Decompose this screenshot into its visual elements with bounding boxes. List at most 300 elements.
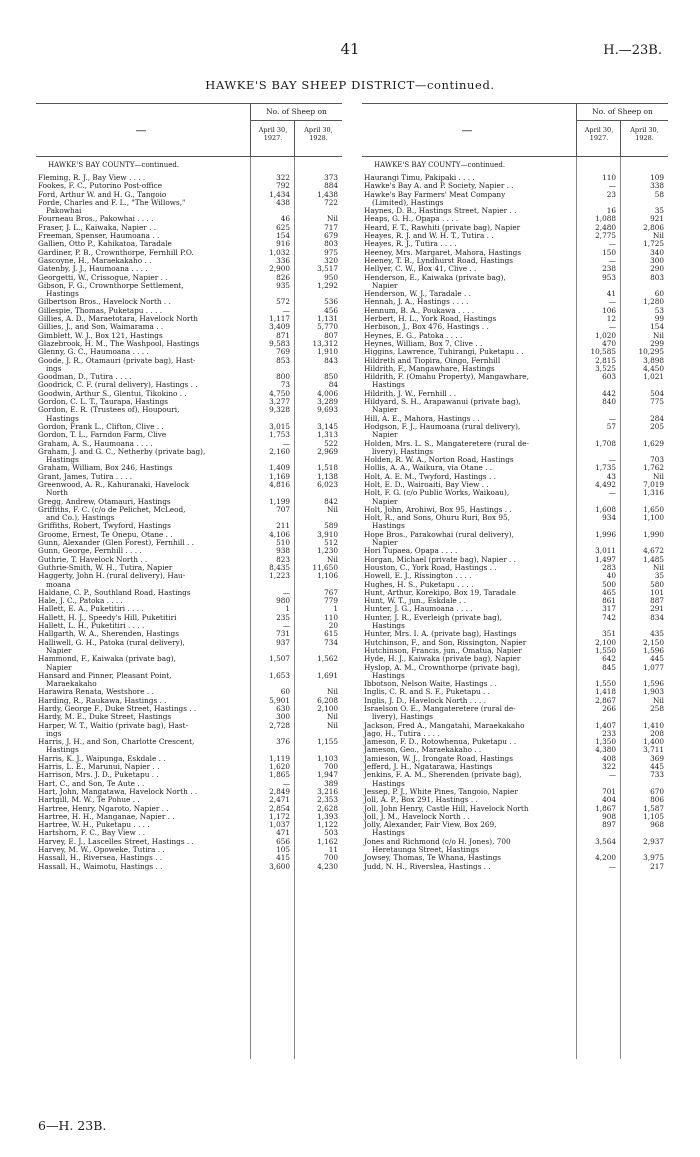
sheep-1928-value: 1,138 <box>317 471 338 481</box>
owner-name-address: Hastings <box>46 414 79 423</box>
owner-name-address: Hutchinson, F., and Son, Rissington, Napier <box>364 638 527 647</box>
table-row <box>362 647 668 655</box>
table-row <box>362 199 668 207</box>
sheep-1927-value: 322 <box>276 173 290 182</box>
sheep-1927-value: 1,409 <box>269 463 290 473</box>
sheep-1928-value: 2,937 <box>643 836 664 846</box>
table-row <box>36 398 342 406</box>
sheep-1927-value: 572 <box>276 297 290 307</box>
table-row <box>36 381 342 389</box>
sheep-1927-value: 465 <box>602 587 616 597</box>
sheep-1928-value: 217 <box>650 861 664 871</box>
sheep-1928-value: 4,672 <box>643 546 664 556</box>
table-row <box>362 556 668 564</box>
sheep-1928-value: 615 <box>324 629 338 639</box>
sheep-1928-value: 1,103 <box>317 753 338 763</box>
sheep-1927-value: 500 <box>602 579 616 589</box>
sheep-1928-value: 9,693 <box>317 405 338 415</box>
sheep-1927-value: 707 <box>276 504 290 514</box>
name-column-header: — <box>135 124 147 137</box>
owner-name-address: Hori Tupaea, Opapa . . . . <box>364 547 458 556</box>
page-title: HAWKE'S BAY SHEEP DISTRICT—continued. <box>205 78 495 92</box>
owner-name-address: Herbison, J., Box 476, Hastings . . <box>364 323 489 332</box>
table-row <box>36 788 342 796</box>
owner-name-address: Hutchinson, Francis, jun., Omatua, Napier <box>364 646 522 655</box>
sheep-1928-value: 589 <box>324 521 338 531</box>
sheep-1928-value: 2,100 <box>317 704 338 713</box>
sheep-1927-value: 897 <box>602 820 616 830</box>
sheep-1927-value: 4,200 <box>595 853 616 863</box>
sheep-1928-value: 522 <box>324 438 338 448</box>
sheep-1927-value: — <box>608 181 616 191</box>
sheep-1928-value: 887 <box>650 596 664 606</box>
table-row <box>36 348 342 356</box>
sheep-1928-value: 700 <box>324 853 338 863</box>
owner-name-address: Napier <box>372 431 398 440</box>
sheep-1927-value: 235 <box>276 612 290 622</box>
owner-name-address: Pakowhai <box>46 207 82 216</box>
sheep-1928-value: 4,006 <box>317 388 338 398</box>
owner-name-address: Heeney, Mrs. Margaret, Mahora, Hastings <box>364 248 522 257</box>
owner-name-address: Holt, E. D., Wairoaiti, Bay View . . <box>364 480 489 489</box>
sheep-1928-value: Nil <box>326 720 338 730</box>
sheep-1927-value: 3,564 <box>595 836 616 846</box>
sheep-1927-value: 1,434 <box>269 189 290 199</box>
table-row <box>36 688 342 696</box>
owner-name-address: Gordon, C. L. T., Taurapa, Hastings <box>38 398 168 407</box>
owner-name-address: Hartgill, M. W., Te Pohue . . <box>38 796 140 805</box>
owner-name-address: Hassall, H., Waimotu, Hastings . . <box>38 862 163 871</box>
sheep-1928-value: 1,280 <box>643 297 664 307</box>
sheep-1928-value: 2,150 <box>643 637 664 647</box>
sheep-1927-value: 603 <box>602 372 616 382</box>
table-row <box>36 647 342 655</box>
table-row <box>362 489 668 497</box>
table-row <box>362 788 668 796</box>
county-heading: HAWKE'S BAY COUNTY—continued. <box>48 161 180 169</box>
owner-name-address: Gordon, E. R. (Trustees of), Houpouri, <box>38 406 180 415</box>
table-row <box>362 581 668 589</box>
sheep-1928-value: 84 <box>328 380 338 390</box>
table-row <box>36 572 342 580</box>
sheep-1927-value: 408 <box>602 753 616 763</box>
table-row <box>362 207 668 215</box>
sheep-1928-value: 369 <box>650 753 664 763</box>
owner-name-address: Ford, Arthur W. and H. G., Tangoio <box>38 190 167 199</box>
sheep-1927-value: 826 <box>276 272 290 282</box>
owner-name-address: Napier <box>372 281 398 290</box>
table-row <box>362 680 668 688</box>
owner-name-address: Hughes, H. S., Puketapu . . . . <box>364 580 474 589</box>
sheep-1927-value: 1,550 <box>595 679 616 689</box>
table-row <box>36 365 342 373</box>
table-row <box>362 622 668 630</box>
table-row <box>36 174 342 182</box>
table-row <box>362 191 668 199</box>
sheep-1927-value: 105 <box>276 845 290 855</box>
table-header <box>362 103 668 157</box>
sheep-1927-value: 1 <box>285 604 290 614</box>
sheep-1928-value: 290 <box>650 264 664 274</box>
sheep-1928-value: 1,100 <box>643 513 664 523</box>
sheep-1927-value: 317 <box>602 604 616 614</box>
table-row <box>36 423 342 431</box>
sheep-1928-value: 109 <box>650 173 664 182</box>
owner-name-address: Heretaunga Street, Hastings <box>372 846 479 855</box>
table-row <box>36 597 342 605</box>
owner-name-address: Hunt, Arthur, Korekipo, Box 19, Taradale <box>364 588 516 597</box>
sheep-1927-value: 625 <box>276 222 290 232</box>
sheep-1927-value: 4,750 <box>269 388 290 398</box>
owner-name-address: Hart, C., and Son, Te Aute . . <box>38 779 145 788</box>
table-row <box>362 390 668 398</box>
table-row <box>362 755 668 763</box>
owner-name-address: Hastings <box>372 622 405 631</box>
sheep-1927-value: 1,996 <box>595 529 616 539</box>
table-row <box>36 531 342 539</box>
owner-name-address: ings <box>46 729 62 738</box>
table-row <box>36 340 342 348</box>
table-row <box>36 581 342 589</box>
sheep-1928-value: 1,947 <box>317 770 338 780</box>
sheep-1928-value: 734 <box>324 637 338 647</box>
owner-name-address: Jolly, Alexander, Fair View, Box 269, <box>364 821 497 830</box>
sheep-1927-value: 404 <box>602 795 616 805</box>
sheep-1927-value: — <box>282 305 290 315</box>
table-row <box>36 191 342 199</box>
name-column-header: — <box>461 124 473 137</box>
sheep-1928-value: Nil <box>652 231 664 241</box>
owner-name-address: Hyde, H. J., Kaiwaka (private bag), Napier <box>364 655 521 664</box>
table-row <box>36 207 342 215</box>
owner-name-address: Napier <box>372 539 398 548</box>
sheep-1927-value: 1,088 <box>595 214 616 224</box>
owner-name-address: Henderson, W. J., Taradale . . <box>364 290 471 299</box>
table-row <box>36 282 342 290</box>
sheep-1927-value: 1,550 <box>595 645 616 655</box>
owner-name-address: North <box>46 489 68 498</box>
owner-name-address: Inglis, J. D., Havelock North . . . . <box>364 696 487 705</box>
sheep-1927-value: 937 <box>276 637 290 647</box>
table-row <box>36 440 342 448</box>
owner-name-address: Forde, Charles and F. L., "The Willows," <box>38 198 186 207</box>
sheep-1927-value: 731 <box>276 629 290 639</box>
sheep-1927-value: 322 <box>602 762 616 772</box>
table-row <box>36 630 342 638</box>
sheep-1928-value: 53 <box>654 305 664 315</box>
sheep-1927-value: 980 <box>276 596 290 606</box>
sheep-1927-value: 2,728 <box>269 720 290 730</box>
owner-name-address: Jackson, Fred A., Mangatahi, Maraekakaho <box>364 721 525 730</box>
sheep-1927-value: 2,849 <box>269 786 290 796</box>
sheep-1927-value: 4,492 <box>595 479 616 489</box>
sheep-1927-value: 2,100 <box>595 637 616 647</box>
owner-name-address: Gillespie, Thomas, Puketapu . . . . <box>38 306 163 315</box>
owner-name-address: Horgan, Michael (private bag), Napier . . <box>364 555 516 564</box>
sheep-1928-value: 1,162 <box>317 836 338 846</box>
sheep-1928-value: 35 <box>654 206 664 216</box>
owner-name-address: Harding, R., Raukawa, Hastings . . <box>38 696 167 705</box>
table-row <box>36 796 342 804</box>
owner-name-address: and Co.), Hastings <box>46 514 115 523</box>
sheep-1927-value: — <box>608 255 616 265</box>
table-row <box>36 805 342 813</box>
owner-name-address: Joll, J. M., Havelock North . . <box>364 812 470 821</box>
sheep-1928-value: 435 <box>650 629 664 639</box>
sheep-1928-value: 921 <box>650 214 664 224</box>
table-row <box>36 323 342 331</box>
sheep-1927-value: — <box>608 413 616 423</box>
owner-name-address: Hastings <box>372 522 405 531</box>
owner-name-address: Gatenby, J. J., Haumoana . . . . <box>38 265 148 274</box>
owner-name-address: Hastings <box>372 671 405 680</box>
sheep-1928-value: 11,650 <box>312 562 338 572</box>
owner-name-address: Gunn, George, Fernhill . . . . <box>38 547 142 556</box>
table-row <box>36 489 342 497</box>
sheep-1927-value: 43 <box>606 471 616 481</box>
sheep-1928-value: 445 <box>650 762 664 772</box>
sheep-1928-value: 340 <box>650 247 664 257</box>
sheep-1928-value: 803 <box>324 239 338 249</box>
owner-name-address: Jamieson, W. J., Irongate Road, Hastings <box>364 754 513 763</box>
sheep-1928-value: 503 <box>324 828 338 838</box>
sheep-1928-value: 3,216 <box>317 786 338 796</box>
owner-name-address: livery), Hastings <box>372 713 434 722</box>
owner-name-address: Hastings <box>46 746 79 755</box>
table-row <box>36 431 342 439</box>
owner-name-address: Glazebrook, H. M., The Washpool, Hastings <box>38 339 200 348</box>
sheep-1928-value: 842 <box>324 496 338 506</box>
sheep-1927-value: 1,608 <box>595 504 616 514</box>
owner-name-address: Hartshorn, F. C., Bay View . . <box>38 829 146 838</box>
owner-name-address: Napier <box>372 497 398 506</box>
table-row <box>362 232 668 240</box>
table-row <box>362 464 668 472</box>
column-1927-header: April 30, 1927. <box>576 121 621 156</box>
sheep-1928-value: 843 <box>324 355 338 365</box>
table-row <box>362 605 668 613</box>
sheep-1928-value: 1,021 <box>643 372 664 382</box>
owner-name-address: Hildrith, F. (Omahu Property), Mangawhare, <box>364 373 529 382</box>
table-row <box>36 415 342 423</box>
sheep-1927-value: 376 <box>276 737 290 747</box>
sheep-1927-value: 73 <box>280 380 290 390</box>
sheep-1928-value: 208 <box>650 728 664 738</box>
sheep-1928-value: 35 <box>654 571 664 581</box>
sheep-1928-value: 1,155 <box>317 737 338 747</box>
table-row <box>362 821 668 829</box>
table-row <box>36 705 342 713</box>
owner-name-address: Hallett, H. J., Speedy's Hill, Puketitiri <box>38 613 177 622</box>
table-row <box>362 473 668 481</box>
owner-name-address: Jenkins, F. A. M., Sherenden (private bag), <box>364 771 522 780</box>
table-row <box>36 473 342 481</box>
table-row <box>36 182 342 190</box>
sheep-1928-value: 1,077 <box>643 662 664 672</box>
table-row <box>36 464 342 472</box>
table-row <box>36 232 342 240</box>
table-row <box>362 357 668 365</box>
sheep-1928-value: Nil <box>652 695 664 705</box>
owner-name-address: Howell, E. J., Rissington . . . . <box>364 572 472 581</box>
table-row <box>362 829 668 837</box>
table-row <box>362 863 668 871</box>
owner-name-address: Heayes, R. J. and W. H. T., Tutira . . <box>364 232 494 241</box>
owner-name-address: Guthrie, T. Havelock North . . <box>38 555 148 564</box>
owner-name-address: Heard, F. T., Rawhiti (private bag), Napier <box>364 223 521 232</box>
county-heading: HAWKE'S BAY COUNTY—continued. <box>374 161 506 169</box>
sheep-1927-value: 701 <box>602 786 616 796</box>
table-row <box>36 829 342 837</box>
sheep-1928-value: 975 <box>324 247 338 257</box>
owner-name-address: Hildrith, F., Mangawhare, Hastings <box>364 364 495 373</box>
sheep-1928-value: 1,562 <box>317 654 338 664</box>
sheep-1927-value: 23 <box>606 189 616 199</box>
owner-name-address: Greenwood, A. R., Kahuranaki, Havelock <box>38 480 190 489</box>
sheep-1928-value: 1,629 <box>643 438 664 448</box>
sheep-1928-value: 4,450 <box>643 363 664 373</box>
table-row <box>36 755 342 763</box>
owner-name-address: Jefferd, J. H., Ngatarawa, Hastings <box>364 763 493 772</box>
sheep-1928-value: 6,023 <box>317 479 338 489</box>
owner-name-address: Harris, J. H., and Son, Charlotte Crescent, <box>38 738 195 747</box>
sheep-1927-value: 1,753 <box>269 430 290 440</box>
sheep-1928-value: 1,400 <box>643 737 664 747</box>
sheep-1928-value: 3,145 <box>317 421 338 431</box>
owner-name-address: Fourneau Bros., Pakowhai . . . . <box>38 215 154 224</box>
owner-name-address: Harrison, Mrs. J. D., Puketapu . . <box>38 771 159 780</box>
sheep-1927-value: 9,328 <box>269 405 290 415</box>
sheep-1928-value: 2,969 <box>317 446 338 456</box>
owner-name-address: Harvey, M. W., Opoweke, Tutira . . <box>38 846 165 855</box>
sheep-1927-value: 4,816 <box>269 479 290 489</box>
sheep-1928-value: 320 <box>324 255 338 265</box>
sheep-1928-value: 1,131 <box>317 314 338 324</box>
owner-name-address: Hope Bros., Parakowhai (rural delivery), <box>364 530 514 539</box>
table-row <box>362 498 668 506</box>
sheep-1927-value: 233 <box>602 728 616 738</box>
sheep-1928-value: 154 <box>650 322 664 332</box>
table-row <box>362 373 668 381</box>
owner-name-address: Gillies, J., and Son, Waimarama . . <box>38 323 164 332</box>
sheep-1927-value: 5,901 <box>269 695 290 705</box>
sheep-1927-value: 1,223 <box>269 571 290 581</box>
table-row <box>362 174 668 182</box>
table-row <box>362 630 668 638</box>
owner-name-address: Hale, J. C., Patoka . . . . <box>38 597 123 606</box>
table-row <box>362 564 668 572</box>
sheep-1927-value: 4,380 <box>595 745 616 755</box>
table-row <box>362 771 668 779</box>
sheep-1928-value: 803 <box>650 272 664 282</box>
table-row <box>362 846 668 854</box>
owner-name-address: Hunter, J. R., Everleigh (private bag), <box>364 613 502 622</box>
sheep-1927-value: 2,775 <box>595 231 616 241</box>
sheep-1927-value: 1,032 <box>269 247 290 257</box>
sheep-1928-value: 7,019 <box>643 479 664 489</box>
owner-name-address: Hildyard, S. H., Arapawanui (private bag), <box>364 398 521 407</box>
owner-name-address: Harris, K. J., Waipunga, Eskdale . . <box>38 754 166 763</box>
table-row <box>362 298 668 306</box>
table-row <box>362 746 668 754</box>
sheep-1928-value: 2,353 <box>317 795 338 805</box>
sheep-1927-value: 656 <box>276 836 290 846</box>
table-row <box>36 730 342 738</box>
sheep-count-group-header: No. of Sheep on <box>576 104 668 121</box>
table-row <box>362 572 668 580</box>
table-row <box>362 531 668 539</box>
sheep-1927-value: 938 <box>276 546 290 556</box>
table-row <box>362 215 668 223</box>
sheep-1928-value: 284 <box>650 413 664 423</box>
sheep-1927-value: 40 <box>606 571 616 581</box>
sheep-1928-value: 700 <box>324 762 338 772</box>
table-row <box>36 672 342 680</box>
owner-name-address: Hawke's Bay A. and P. Society, Napier . . <box>364 182 514 191</box>
table-row <box>36 357 342 365</box>
sheep-1927-value: 10,585 <box>590 347 616 357</box>
sheep-1928-value: 722 <box>324 197 338 207</box>
table-row <box>362 763 668 771</box>
sheep-1928-value: 99 <box>654 314 664 324</box>
table-body <box>362 157 668 1059</box>
sheep-1927-value: 3,525 <box>595 363 616 373</box>
table-row <box>362 224 668 232</box>
owner-name-address: moana <box>46 580 71 589</box>
owner-name-address: Heaps, G. H., Opapa . . . . <box>364 215 459 224</box>
column-1928-header: April 30, 1928. <box>620 121 668 156</box>
table-row <box>36 854 342 862</box>
table-row <box>362 522 668 530</box>
table-row <box>362 780 668 788</box>
table-row <box>36 763 342 771</box>
table-row <box>36 448 342 456</box>
sheep-1927-value: 845 <box>602 662 616 672</box>
sheep-1928-value: 58 <box>654 189 664 199</box>
owner-name-address: Gordon, Frank L., Clifton, Clive . . <box>38 422 164 431</box>
sheep-1927-value: 2,471 <box>269 795 290 805</box>
owner-name-address: Napier <box>46 646 72 655</box>
sheep-1927-value: 1,708 <box>595 438 616 448</box>
table-row <box>362 838 668 846</box>
owner-name-address: Gallien, Otto P., Kahikatoa, Taradale <box>38 240 172 249</box>
sheep-1927-value: 1,020 <box>595 330 616 340</box>
table-row <box>362 730 668 738</box>
table-row <box>36 771 342 779</box>
sheep-1928-value: 6,208 <box>317 695 338 705</box>
sheep-1928-value: 679 <box>324 231 338 241</box>
sheep-1928-value: 1,596 <box>643 645 664 655</box>
sheep-1928-value: 456 <box>324 305 338 315</box>
owner-name-address: Hennah, J. A., Hastings . . . . <box>364 298 469 307</box>
owner-name-address: Israelson O. E., Mangateretere (rural de- <box>364 705 516 713</box>
owner-name-address: Inglis, C. R. and S. F., Puketapu . . <box>364 688 490 697</box>
sheep-1927-value: — <box>282 621 290 631</box>
owner-name-address: Hildrith, J. W., Fernhill . . <box>364 389 457 398</box>
sheep-1928-value: 2,806 <box>643 222 664 232</box>
sheep-1927-value: 1,418 <box>595 687 616 697</box>
owner-name-address: Hawke's Bay Farmers' Meat Company <box>364 190 506 199</box>
sheep-1928-value: 1,650 <box>643 504 664 514</box>
owner-name-address: livery), Hastings <box>372 447 434 456</box>
sheep-1928-value: 733 <box>650 770 664 780</box>
owner-name-address: Heayes, R. J., Tutira . . . . <box>364 240 457 249</box>
table-row <box>36 456 342 464</box>
sheep-1928-value: 1,762 <box>643 463 664 473</box>
sheep-1927-value: 57 <box>606 421 616 431</box>
sheep-1928-value: Nil <box>652 471 664 481</box>
table-row <box>36 298 342 306</box>
